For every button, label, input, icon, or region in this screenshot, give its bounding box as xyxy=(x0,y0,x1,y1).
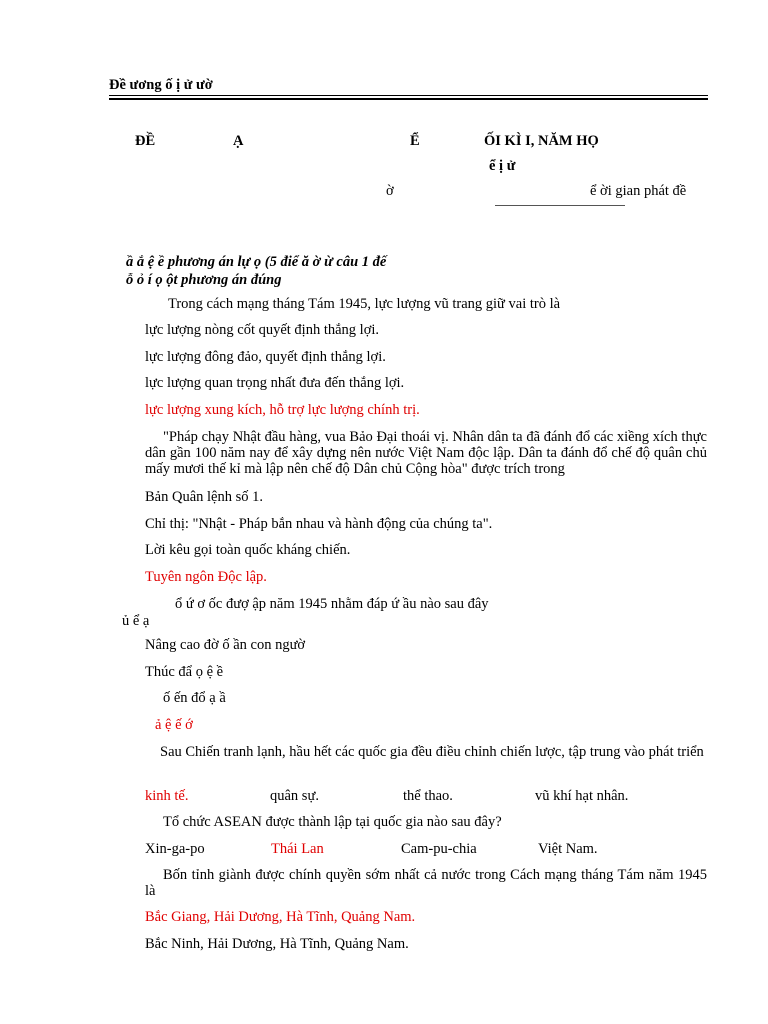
question-4-option-c: thể thao. xyxy=(403,788,453,804)
question-3-stem-line1: ổ ứ ơ ốc đượ ập năm 1945 nhằm đáp ứ ầu nào sau đây xyxy=(175,596,489,612)
question-4-option-d: vũ khí hạt nhân. xyxy=(535,788,629,804)
question-1-option-b: lực lượng đông đảo, quyết định thắng lợi. xyxy=(145,349,386,365)
section-instruction-line2: ỗ ỏ í ọ ột phương án đúng xyxy=(126,272,282,288)
exam-title-right: ỐI KÌ I, NĂM HỌ xyxy=(484,133,599,149)
question-3-option-a: Nâng cao đờ ố ần con ngườ xyxy=(145,637,306,653)
question-5-stem: Tổ chức ASEAN được thành lập tại quốc gia nào sau đây? xyxy=(163,814,502,830)
question-5-option-c: Cam-pu-chia xyxy=(401,841,477,857)
subject-line: ể ị ử xyxy=(489,158,516,174)
question-6-stem: Bốn tỉnh giành được chính quyền sớm nhất cả nước trong Cách mạng tháng Tám năm 1945 là xyxy=(145,867,707,899)
question-1-option-c: lực lượng quan trọng nhất đưa đến thắng lợi. xyxy=(145,375,405,391)
question-5-option-d: Việt Nam. xyxy=(538,841,598,857)
exam-title-mid2: Ể xyxy=(410,133,420,149)
exam-title-left: ĐỀ xyxy=(135,133,156,149)
question-3-stem-line2: ủ ể ạ xyxy=(122,613,150,629)
signature-line xyxy=(495,205,625,206)
question-2-option-d: Tuyên ngôn Độc lập. xyxy=(145,569,267,585)
question-3-option-b: Thúc đẩ ọ ệ ề xyxy=(145,664,224,680)
question-1-option-d: lực lượng xung kích, hỗ trợ lực lượng chính trị. xyxy=(145,402,420,418)
question-4-option-b: quân sự. xyxy=(270,788,319,804)
question-5-option-a: Xin-ga-po xyxy=(145,841,205,857)
header-rule-bottom xyxy=(109,98,708,100)
question-2-option-a: Bản Quân lệnh số 1. xyxy=(145,489,263,505)
header-rule-top xyxy=(109,95,708,96)
question-2-option-b: Chỉ thị: "Nhật - Pháp bắn nhau và hành động của chúng ta". xyxy=(145,516,493,532)
running-title: Đề ương ố ị ử ườ xyxy=(109,77,213,93)
question-6-option-a: Bắc Giang, Hải Dương, Hà Tĩnh, Quảng Nam. xyxy=(145,909,416,925)
question-2-option-c: Lời kêu gọi toàn quốc kháng chiến. xyxy=(145,542,351,558)
question-1-option-a: lực lượng nòng cốt quyết định thắng lợi. xyxy=(145,322,380,338)
question-1-stem: Trong cách mạng tháng Tám 1945, lực lượng vũ trang giữ vai trò là xyxy=(168,296,561,312)
section-instruction-line1: ầ ắ ệ ề phương án lự ọ (5 điể ă ờ ừ câu 1 đế xyxy=(126,254,387,270)
question-5-option-b: Thái Lan xyxy=(271,841,324,857)
question-6-option-b: Bắc Ninh, Hải Dương, Hà Tĩnh, Quảng Nam. xyxy=(145,936,409,952)
time-label: ờ xyxy=(386,183,394,199)
question-2-stem: "Pháp chạy Nhật đầu hàng, vua Bảo Đại thoái vị. Nhân dân ta đã đánh đổ các xiềng xích thực dân gần 100 năm nay để xây dựng nên nước Việt Nam độc lập. Dân ta đánh đổ chế độ quân chủ mấy mươi thế kỉ mà lập nên chế độ Dân chủ Cộng hòa" được trích trong xyxy=(145,429,707,477)
question-4-stem: Sau Chiến tranh lạnh, hầu hết các quốc gia đều điều chỉnh chiến lược, tập trung vào phát triển xyxy=(160,744,704,760)
question-3-option-d: ả ệ ế ớ xyxy=(155,717,193,733)
question-4-option-a: kinh tế. xyxy=(145,788,189,804)
question-3-option-c: ố ến đổ ạ ầ xyxy=(163,690,226,706)
time-note: ể ời gian phát đề xyxy=(590,183,687,199)
exam-title-mid1: Ạ xyxy=(233,133,244,149)
